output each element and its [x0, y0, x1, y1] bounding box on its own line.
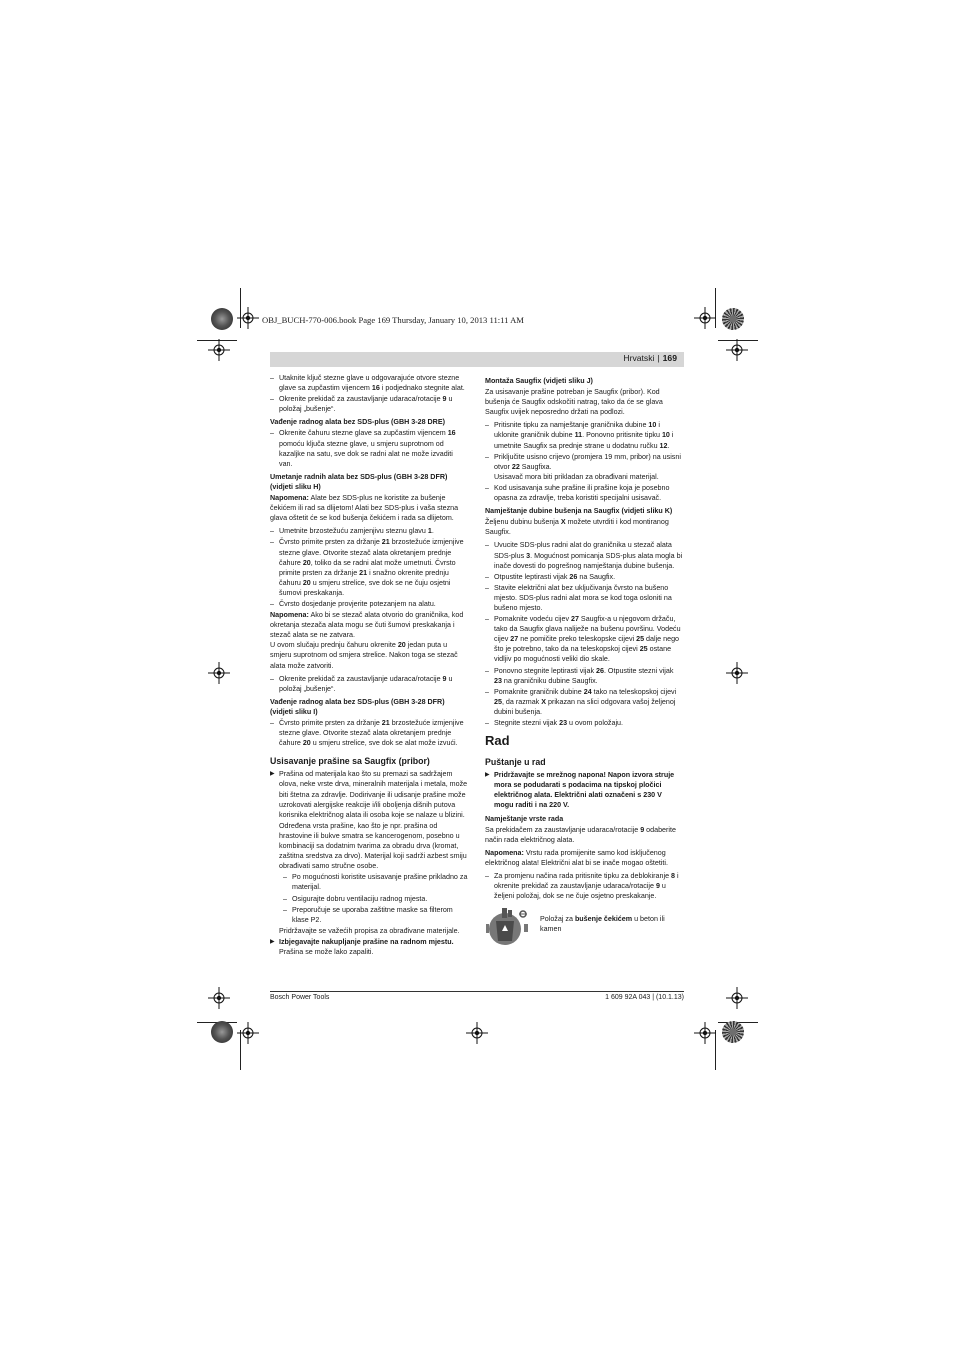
- sub-list-item: – Preporučuje se uporaba zaštitne maske sa filterom klase P2.: [270, 905, 468, 925]
- paragraph: Napomena: Ako bi se stezač alata otvorio do graničnika, kod okretanja stezača alata mogu se čuti šumovi preskakanja i stezač alata se ne zatvara. U ovom slučaju prednju čahuru okrenite 20 jedan puta u smjeru suprotnom od smjera strelice. Nakon toga se stezač alata može zatvoriti.: [270, 611, 464, 670]
- list-item: – Stegnite stezni vijak 23 u ovom položaju.: [485, 718, 683, 728]
- list-item: – Okrenite prekidač za zaustavljanje udaraca/rotacije 9 u položaj „bušenje“.: [270, 394, 468, 414]
- registration-mark-icon: [208, 987, 230, 1009]
- subheading: Umetanje radnih alata bez SDS-plus (GBH 3-28 DFR) (vidjeti sliku H): [270, 472, 448, 491]
- registration-mark-icon: [237, 1022, 259, 1044]
- registration-mark-icon: [694, 1022, 716, 1044]
- mode-caption: Položaj za bušenje čekićem u beton ili kamen: [540, 915, 665, 934]
- indented-paragraph: Određena vrsta prašine, kao što je npr. prašina od hrastovine ili bukve smatra se kancerogenom, posebno u kombinaciji sa dodatnim tvarima za obradu drva (kromat, zaštitna sredstva za drvo). Materijal koji sadrži azbest smiju obrađivati samo stručne osobe.: [279, 821, 467, 871]
- warning-item: ▶ Pridržavajte se mrežnog napona! Napon izvora struje mora se podudarati s podacima na tipskoj pločici električnog alata. Električni alati označeni s 230 V mogu raditi i na 220 V.: [485, 770, 683, 810]
- print-target-disc-icon: [211, 308, 233, 330]
- registration-mark-icon: [466, 1022, 488, 1044]
- indented-paragraph: Pridržavajte se važećih propisa za obrađivane materijale.: [279, 926, 460, 935]
- subheading: Vađenje radnog alata bez SDS-plus (GBH 3-28 DRE): [270, 418, 445, 427]
- header-section: Hrvatski: [623, 353, 655, 363]
- list-item: – Uvucite SDS-plus radni alat do graničnika u stezač alata SDS-plus 3. Mogućnost pomicanja SDS-plus alata mogla bi inače dovesti do pogrešnog namještanja dubine bušenja.: [485, 540, 683, 570]
- sub-list-item: – Po mogućnosti koristite usisavanje prašine prikladno za materijal.: [270, 872, 468, 892]
- paragraph: Za usisavanje prašine potreban je Saugfix (pribor). Kod bušenja će Saugfix odskočiti natrag, tako da će se glava Saugfix uvijek neposredno držati na podlozi.: [485, 388, 663, 417]
- list-item: – Čvrsto dosjedanje provjerite potezanjem na alatu.: [270, 599, 468, 609]
- subheading: Namještanje vrste rada: [485, 814, 564, 823]
- list-item: – Ponovno stegnite leptirasti vijak 26. Otpustite stezni vijak 23 na graničniku dubine Saugfix.: [485, 666, 683, 686]
- registration-mark-icon: [694, 307, 716, 329]
- paragraph: Napomena: Alate bez SDS-plus ne koristite za bušenje čekićem ili rad sa dlijetom! Alati bez SDS-plus i vaša stezna glava oštetit će se kod bušenja čekićem i rada sa dlijetom.: [270, 494, 459, 523]
- footer-doc-number: 1 609 92A 043 | (10.1.13): [605, 994, 684, 1001]
- registration-mark-icon: [726, 662, 748, 684]
- list-item: – Okrenite čahuru stezne glave sa zupčastim vijencem 16 pomoću ključa stezne glave, u smjeru suprotnom od kazaljke na satu, sve dok se radni alat ne može izvaditi van.: [270, 428, 468, 468]
- list-item: – Umetnite brzostežuću zamjenjivu steznu glavu 1.: [270, 526, 468, 536]
- registration-mark-icon: [726, 339, 748, 361]
- list-item: – Čvrsto primite prsten za držanje 21 brzostežuće izmjenjive stezne glave. Otvorite stezač alata okretanjem prednje čahure 20, toliko da se radni alat može umetnuti. Čvrsto primite prsten za držanje 21 i snažno okrenite prednju čahuru 20 u smjeru strelice, sve dok se ne čuju osjetni šumovi preskakanja.: [270, 537, 468, 598]
- warning-item: ▶ Izbjegavajte nakupljanje prašine na radnom mjestu. Prašina se može lako zapaliti.: [270, 937, 468, 957]
- subheading: Montaža Saugfix (vidjeti sliku J): [485, 377, 593, 385]
- page-number: 169: [662, 353, 677, 363]
- list-item: – Pomaknite graničnik dubine 24 tako na teleskopskoj cijevi 25, da razmak X prikazan na slici odgovara vašoj željenoj dubini bušenja.: [485, 687, 683, 717]
- section-heading: Usisavanje prašine sa Saugfix (pribor): [270, 756, 430, 767]
- print-target-disc-icon: [211, 1021, 233, 1043]
- footer-brand: Bosch Power Tools: [270, 994, 330, 1001]
- list-item: – Priključite usisno crijevo (promjera 19 mm, pribor) na usisni otvor 22 Saugfixa. Usisavač mora biti prikladan za obrađivani materijal.: [485, 452, 683, 482]
- list-item: – Otpustite leptirasti vijak 26 na Saugfix.: [485, 572, 683, 582]
- print-target-disc-icon: [722, 308, 744, 330]
- list-item: – Utaknite ključ stezne glave u odgovarajuće otvore stezne glave sa zupčastim vijencem 16 i podjednako stegnite alat.: [270, 373, 468, 393]
- registration-mark-icon: [237, 307, 259, 329]
- paragraph: Željenu dubinu bušenja X možete utvrditi i kod montiranog Saugfix.: [485, 518, 669, 537]
- list-item: – Kod usisavanja suhe prašine ili prašine koja je posebno opasna za zdravlje, treba koristiti specijalni usisavač.: [485, 483, 683, 503]
- page-header: Hrvatski | 169: [270, 352, 684, 367]
- list-item: – Pomaknite vodeću cijev 27 Saugfix-a u njegovom držaču, tako da Saugfix glava naliježe na bušenu površinu. Vodeću cijev 27 ne pomičite preko teleskopske cijevi 25 dalje nego što je potrebno, tako da na teleskopskoj cijevi 25 ostane vidljiv po mogućnosti veliki dio skale.: [485, 614, 683, 664]
- footer-rule: [270, 991, 684, 992]
- warning-item: ▶ Prašina od materijala kao što su premazi sa sadržajem olova, neke vrste drva, mineralnih materijala i metala, može biti štetna za zdravlje. Dodirivanje ili udisanje prašine može uzrokovati alergijske reakcije i/ili oboljenja dišnih putova korisnika električnog alata ili osoba koje se nalaze u blizini.: [270, 769, 468, 819]
- subheading: Namještanje dubine bušenja na Saugfix (vidjeti sliku K): [485, 507, 673, 516]
- subheading: Vađenje radnog alata bez SDS-plus (GBH 3-28 DFR) (vidjeti sliku I): [270, 697, 445, 716]
- left-column: [270, 373, 468, 958]
- section-heading: Puštanje u rad: [485, 757, 546, 768]
- registration-mark-icon: [208, 662, 230, 684]
- paragraph: Sa prekidačem za zaustavljanje udaraca/rotacije 9 odaberite način rada električnog alata.: [485, 825, 676, 844]
- paragraph: Napomena: Vrstu rada promijenite samo kod isključenog električnog alata! Električni alat bi se inače mogao oštetiti.: [485, 848, 668, 867]
- list-item: – Pritisnite tipku za namještanje graničnika dubine 10 i uklonite graničnik dubine 11. Ponovno pritisnite tipku 10 i umetnite Saugfix sa prednje strane u dodatnu ručku 12.: [485, 420, 683, 450]
- list-item: – Stavite električni alat bez uključivanja čvrsto na bušeno mjesto. SDS-plus radni alat mora se kod toga osloniti na bušeno mjesto.: [485, 583, 683, 613]
- sub-list-item: – Osigurajte dobru ventilaciju radnog mjesta.: [270, 894, 468, 904]
- print-target-disc-icon: [722, 1021, 744, 1043]
- print-slug: OBJ_BUCH-770-006.book Page 169 Thursday, January 10, 2013 11:11 AM: [262, 315, 524, 325]
- section-title: Rad: [485, 733, 510, 749]
- mode-selector-row: [485, 907, 683, 947]
- list-item: – Čvrsto primite prsten za držanje 21 brzostežuće izmjenjive stezne glave. Otvorite stezač alata okretanjem prednje čahure 20 u smjeru strelice, sve dok se alat može izvući.: [270, 718, 468, 748]
- hammer-drill-mode-switch-icon: [485, 907, 531, 945]
- registration-mark-icon: [726, 987, 748, 1009]
- list-item: – Za promjenu načina rada pritisnite tipku za deblokiranje 8 i okrenite prekidač za zaustavljanje udaraca/rotacije 9 u željeni položaj, dok se ne čuje osjetno preskakanje.: [485, 871, 683, 901]
- registration-mark-icon: [208, 339, 230, 361]
- right-column: [485, 373, 683, 947]
- list-item: – Okrenite prekidač za zaustavljanje udaraca/rotacije 9 u položaj „bušenje“.: [270, 674, 468, 694]
